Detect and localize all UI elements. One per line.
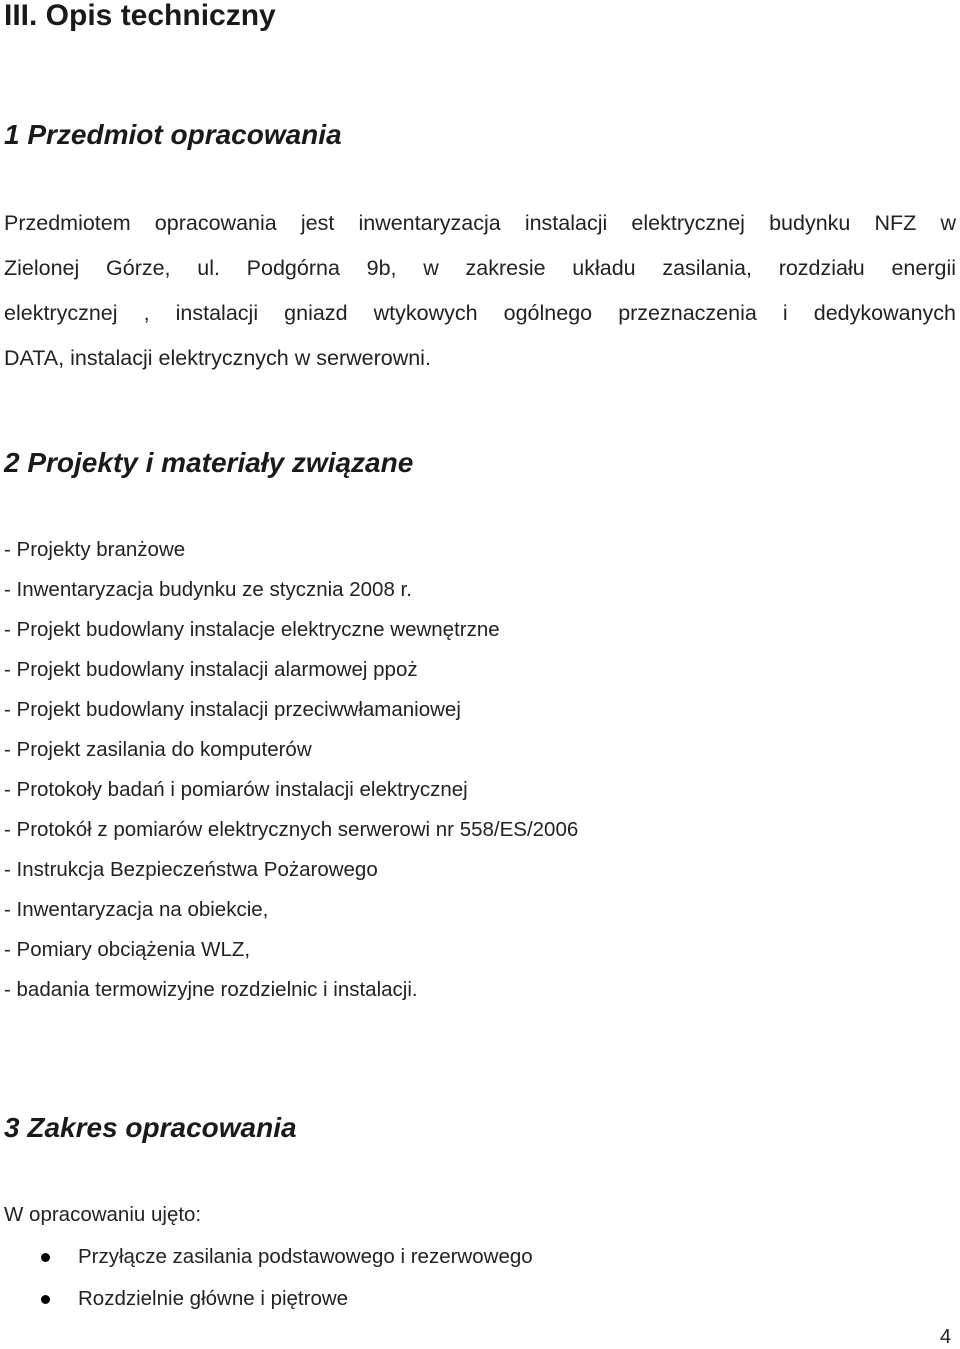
document-title: III. Opis techniczny bbox=[4, 0, 276, 32]
list-item: - Inwentaryzacja na obiekcie, bbox=[4, 898, 269, 921]
list-item: - Projekt zasilania do komputerów bbox=[4, 738, 312, 761]
list-item: - Protokoły badań i pomiarów instalacji elektrycznej bbox=[4, 778, 468, 801]
list-item: - Inwentaryzacja budynku ze stycznia 2008 r. bbox=[4, 578, 412, 601]
section-1-paragraph bbox=[4, 201, 956, 381]
list-item: - Projekt budowlany instalacji alarmowej ppoż bbox=[4, 658, 418, 681]
bullet-text: Przyłącze zasilania podstawowego i rezerwowego bbox=[78, 1245, 533, 1268]
bullet-text: Rozdzielnie główne i piętrowe bbox=[78, 1287, 349, 1310]
list-item: - Projekt budowlany instalacje elektryczne wewnętrzne bbox=[4, 618, 500, 641]
paragraph-line: Zielonej Górze, ul. Podgórna 9b, w zakresie układu zasilania, rozdziału energii bbox=[4, 256, 956, 280]
bullet-icon bbox=[41, 1253, 50, 1262]
bullet-icon bbox=[41, 1295, 50, 1304]
paragraph-line: Przedmiotem opracowania jest inwentaryzacja instalacji elektrycznej budynku NFZ w bbox=[4, 211, 956, 235]
bullet-item bbox=[0, 1245, 700, 1271]
bullet-item bbox=[0, 1287, 700, 1313]
list-item: - Pomiary obciążenia WLZ, bbox=[4, 938, 251, 961]
section-3-heading: 3 Zakres opracowania bbox=[4, 1112, 297, 1143]
list-item: - Projekt budowlany instalacji przeciwwłamaniowej bbox=[4, 698, 461, 721]
list-item: - badania termowizyjne rozdzielnic i instalacji. bbox=[4, 978, 418, 1001]
section-2-heading: 2 Projekty i materiały związane bbox=[4, 447, 414, 478]
list-item: - Projekty branżowe bbox=[4, 538, 186, 561]
page-number: 4 bbox=[940, 1326, 952, 1348]
list-item: - Protokół z pomiarów elektrycznych serwerowi nr 558/ES/2006 bbox=[4, 818, 579, 841]
section-3-intro: W opracowaniu ujęto: bbox=[4, 1203, 202, 1226]
list-item: - Instrukcja Bezpieczeństwa Pożarowego bbox=[4, 858, 378, 881]
paragraph-line: elektrycznej , instalacji gniazd wtykowych ogólnego przeznaczenia i dedykowanych bbox=[4, 301, 956, 325]
paragraph-line: DATA, instalacji elektrycznych w serwerowni. bbox=[4, 346, 431, 370]
section-1-heading: 1 Przedmiot opracowania bbox=[4, 119, 342, 150]
